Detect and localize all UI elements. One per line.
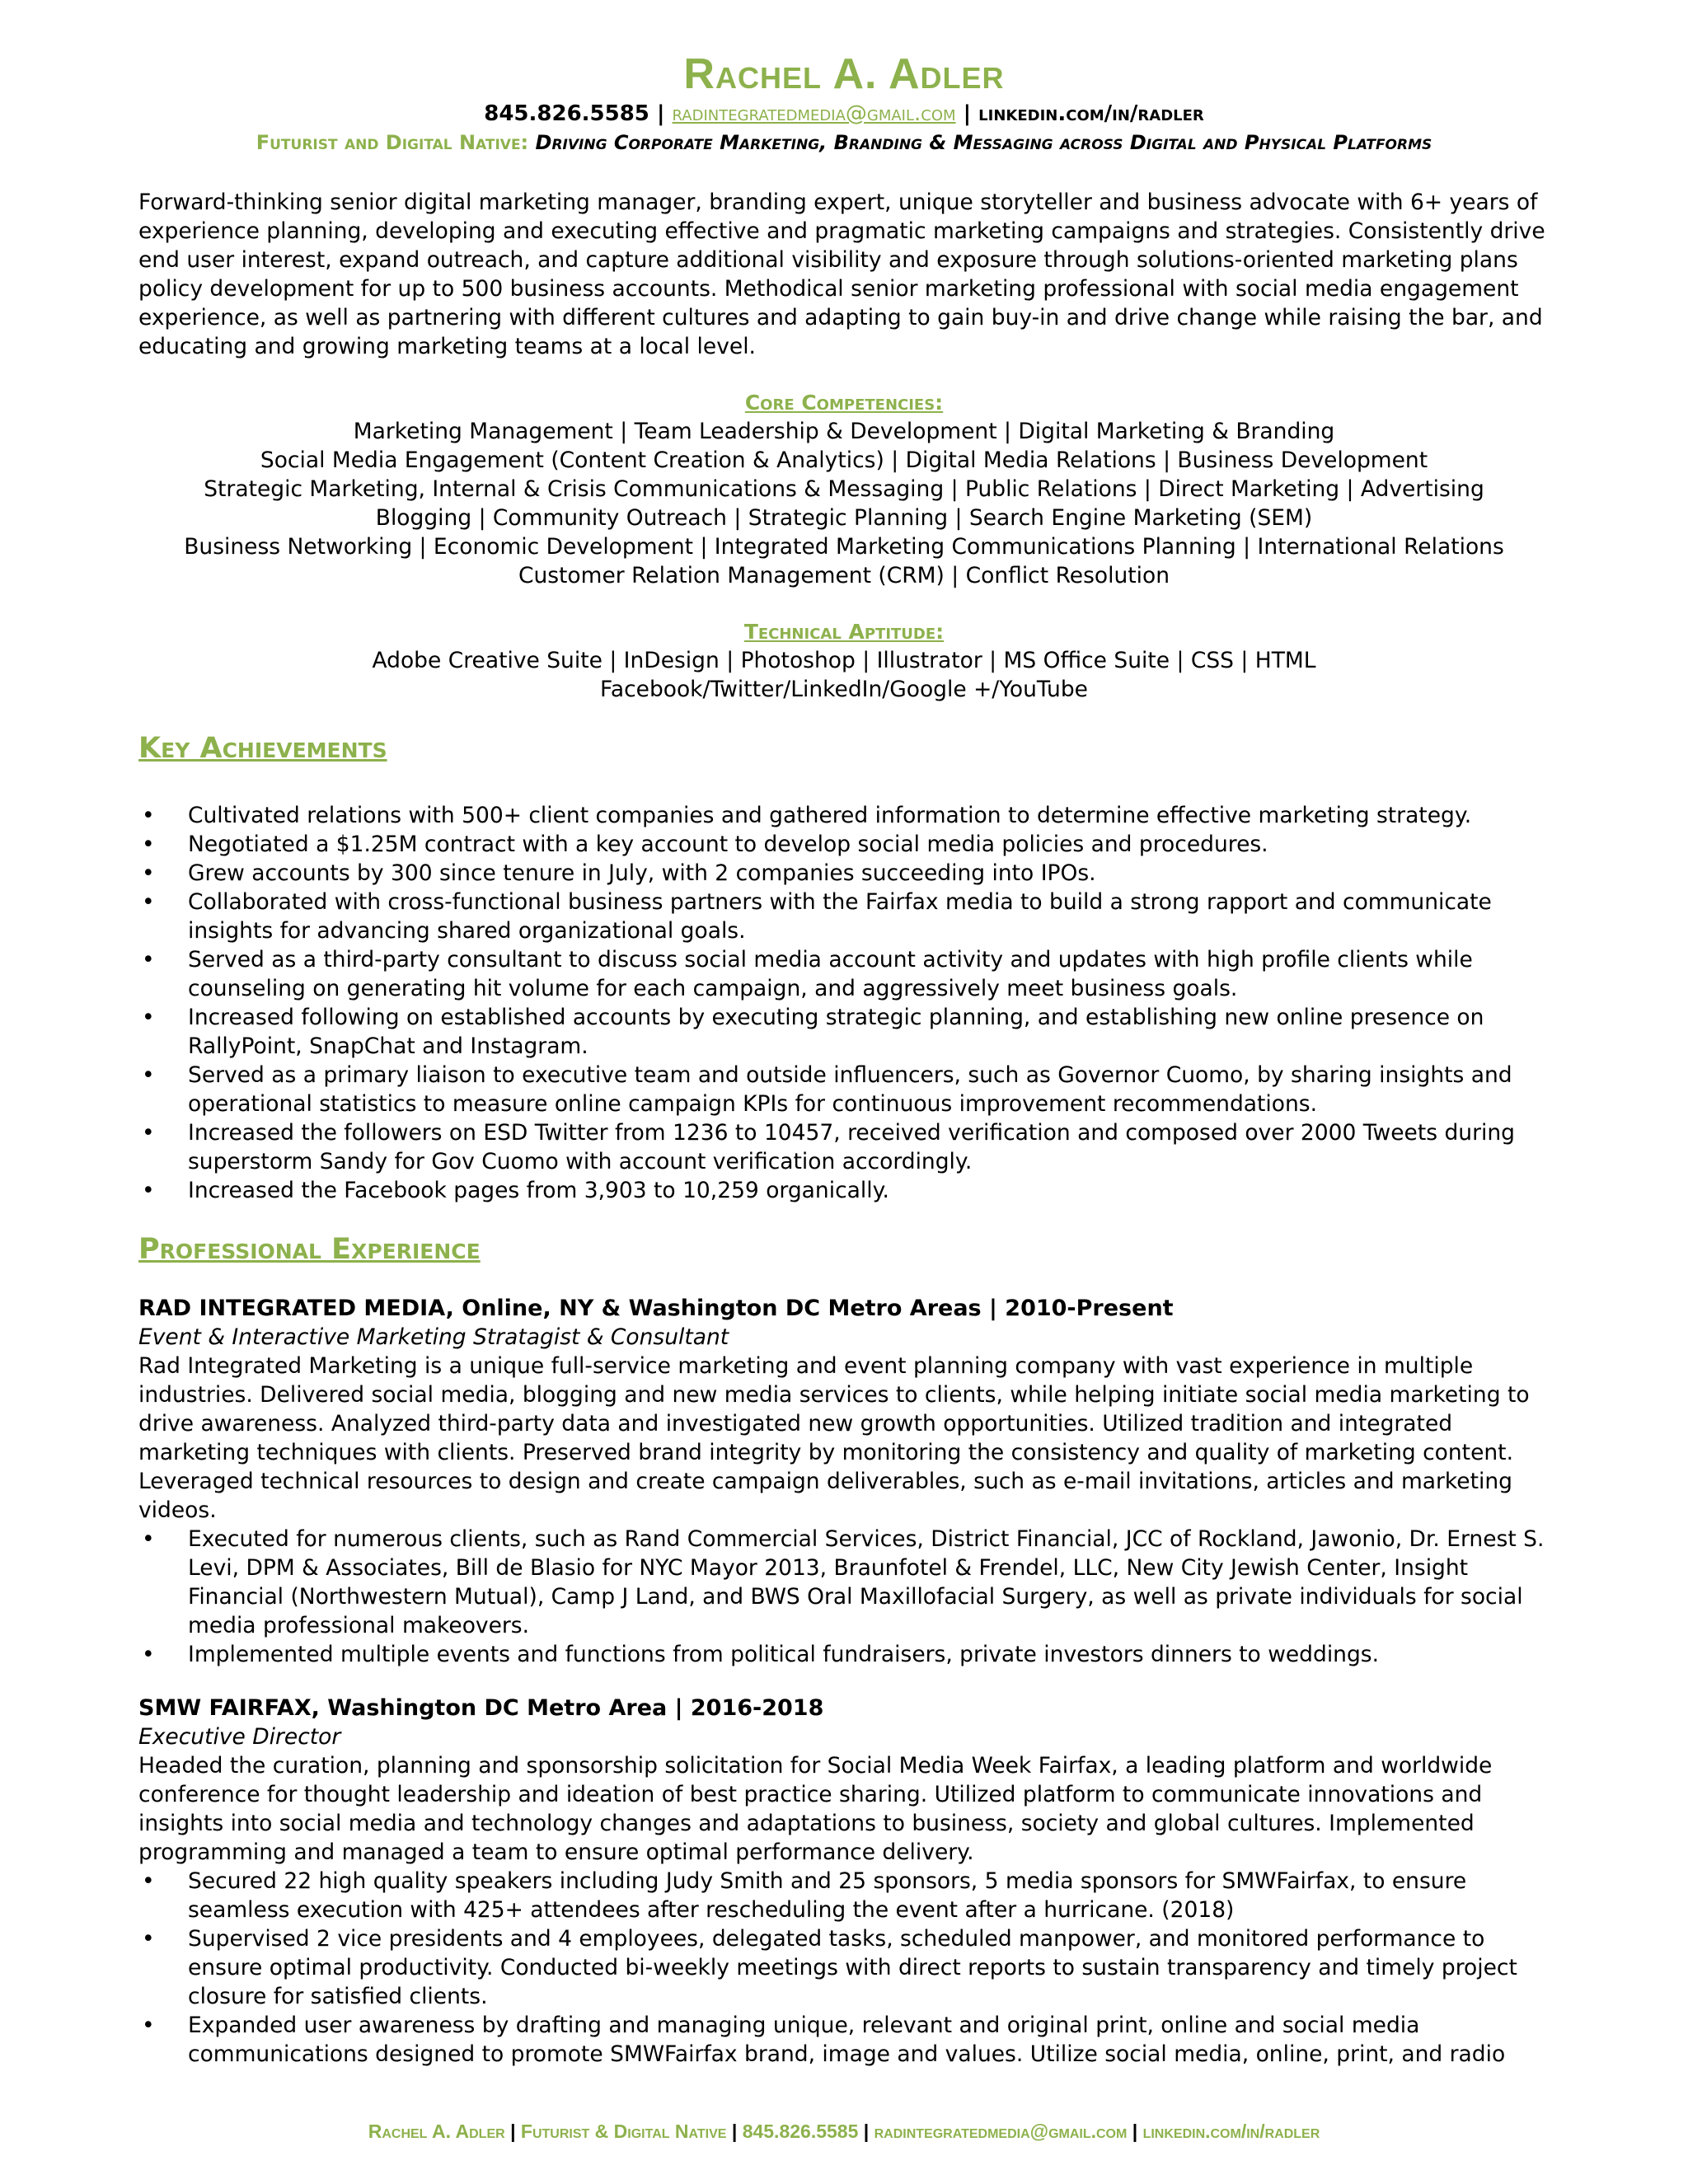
achievement-item: • Grew accounts by 300 since tenure in July, with 2 companies succeeding into IPOs. — [138, 859, 1550, 888]
achievement-item: • Collaborated with cross-functional business partners with the Fairfax media to build a strong rapport and communicate insights for advancing shared organizational goals. — [138, 888, 1550, 945]
tagline — [138, 129, 1550, 157]
separator: | — [731, 2121, 743, 2142]
contact-line — [138, 99, 1550, 129]
competency-line: Customer Relation Management (CRM) | Conflict Resolution — [518, 563, 1170, 588]
job-title: Event & Interactive Marketing Stratagist & Consultant — [138, 1324, 729, 1350]
achievement-item: • Increased the Facebook pages from 3,903 to 10,259 organically. — [138, 1176, 1550, 1205]
candidate-name: Rachel A. Adler — [683, 50, 1005, 98]
job-header: SMW FAIRFAX, Washington DC Metro Area | 2016-2018 — [138, 1695, 824, 1721]
achievement-item: • Negotiated a $1.25M contract with a key account to develop social media policies and procedures. — [138, 830, 1550, 859]
separator: | — [510, 2121, 521, 2142]
page-footer — [0, 2121, 1688, 2143]
technical-line: Facebook/Twitter/LinkedIn/Google +/YouTube — [600, 677, 1088, 702]
job-bullet: • Secured 22 high quality speakers including Judy Smith and 25 sponsors, 5 media sponsors for SMWFairfax, to ensure seamless execution with 425+ attendees after rescheduling the event after a hurricane. (2018) — [138, 1867, 1550, 1924]
footer-phone: 845.826.5585 — [742, 2121, 859, 2142]
job-header: RAD INTEGRATED MEDIA, Online, NY & Washington DC Metro Areas | 2010-Present — [138, 1296, 1174, 1321]
separator: | — [863, 2121, 874, 2142]
professional-experience-heading: Professional Experience — [138, 1233, 481, 1266]
achievement-item: • Served as a primary liaison to executive team and outside influencers, such as Governor Cuomo, by sharing insights and operational statistics to measure online campaign KPIs for continuous improvement recommendations. — [138, 1061, 1550, 1118]
core-competencies — [138, 389, 1550, 590]
job-description: Rad Integrated Marketing is a unique full-service marketing and event planning company with vast experience in multiple industries. Delivered social media, blogging and new media services to clients, while helping initiate social media marketing to drive awareness. Analyzed third-party data and investigated new growth opportunities. Utilized tradition and integrated marketing techniques with clients. Preserved brand integrity by monitoring the consistency and quality of marketing content. Leveraged technical resources to design and create campaign deliverables, such as e-mail invitations, articles and marketing videos. — [138, 1353, 1530, 1523]
achievement-item: • Served as a third-party consultant to discuss social media account activity and updates with high profile clients while counseling on generating hit volume for each campaign, and aggressively meet business goals. — [138, 945, 1550, 1003]
key-achievements-heading: Key Achievements — [138, 732, 387, 765]
job-bullet: • Expanded user awareness by drafting and managing unique, relevant and original print, online and social media communications designed to promote SMWFairfax brand, image and values. Utilize social media, online, print, and radio — [138, 2011, 1550, 2069]
job-bullets — [138, 1867, 1550, 2069]
core-competencies-heading: Core Competencies: — [744, 391, 944, 415]
competency-line: Strategic Marketing, Internal & Crisis Communications & Messaging | Public Relations | Direct Marketing | Advertising — [204, 476, 1484, 502]
linkedin-link[interactable]: linkedin.com/in/radler — [978, 101, 1204, 126]
job-bullet: • Implemented multiple events and functions from political fundraisers, private investors dinners to weddings. — [138, 1640, 1550, 1669]
job-entry — [138, 1694, 1550, 2069]
competency-line: Business Networking | Economic Development | Integrated Marketing Communications Planning | International Relations — [184, 534, 1504, 560]
job-title: Executive Director — [138, 1724, 341, 1750]
separator: | — [963, 101, 979, 126]
achievements-list — [138, 801, 1550, 1205]
footer-email[interactable]: radintegratedmedia@gmail.com — [874, 2121, 1128, 2142]
tagline-text: Driving Corporate Marketing, Branding & Messaging across Digital and Physical Platforms — [535, 131, 1432, 154]
technical-aptitude-heading: Technical Aptitude: — [743, 620, 945, 644]
achievement-item: • Increased following on established accounts by executing strategic planning, and establishing new online presence on RallyPoint, SnapChat and Instagram. — [138, 1003, 1550, 1061]
job-description: Headed the curation, planning and sponsorship solicitation for Social Media Week Fairfax, a leading platform and worldwide conference for thought leadership and ideation of best practice sharing. Utilized platform to communicate innovations and insights into social media and technology changes and adaptations to business, society and global cultures. Implemented programming and managed a team to ensure optimal performance delivery. — [138, 1753, 1493, 1865]
job-bullet: • Supervised 2 vice presidents and 4 employees, delegated tasks, scheduled manpower, and monitored performance to ensure optimal productivity. Conducted bi-weekly meetings with direct reports to sustain transparency and timely project closure for satisfied clients. — [138, 1924, 1550, 2011]
footer-name: Rachel A. Adler — [368, 2121, 505, 2142]
technical-aptitude — [138, 618, 1550, 704]
job-bullets — [138, 1525, 1550, 1669]
email-link[interactable]: radintegratedmedia@gmail.com — [672, 101, 956, 126]
professional-summary: Forward-thinking senior digital marketing manager, branding expert, unique storyteller and business advocate with 6+ years of experience planning, developing and executing effective and pragmatic marketing campaigns and strategies. Consistently drive end user interest, expand outreach, and capture additional visibility and exposure through solutions-oriented marketing plans policy development for up to 500 business accounts. Methodical senior marketing professional with social media engagement experience, as well as partnering with different cultures and adapting to gain buy-in and drive change while raising the bar, and educating and growing marketing teams at a local level. — [138, 190, 1545, 359]
technical-line: Adobe Creative Suite | InDesign | Photoshop | Illustrator | MS Office Suite | CSS | HTML — [372, 648, 1316, 673]
footer-linkedin[interactable]: linkedin.com/in/radler — [1142, 2121, 1320, 2142]
separator: | — [656, 101, 673, 126]
achievement-item: • Cultivated relations with 500+ client companies and gathered information to determine effective marketing strategy. — [138, 801, 1550, 830]
competency-line: Marketing Management | Team Leadership & Development | Digital Marketing & Branding — [353, 419, 1335, 444]
separator: | — [1132, 2121, 1143, 2142]
competency-line: Blogging | Community Outreach | Strategic Planning | Search Engine Marketing (SEM) — [375, 505, 1313, 531]
footer-title: Futurist & Digital Native — [520, 2121, 727, 2142]
job-bullet: • Executed for numerous clients, such as Rand Commercial Services, District Financial, JCC of Rockland, Jawonio, Dr. Ernest S. Levi, DPM & Associates, Bill de Blasio for NYC Mayor 2013, Braunfotel & Frendel, LLC, New City Jewish Center, Insight Financial (Northwestern Mutual), Camp J Land, and BWS Oral Maxillofacial Surgery, as well as private individuals for social media professional makeovers. — [138, 1525, 1550, 1640]
job-entry — [138, 1294, 1550, 1669]
achievement-item: • Increased the followers on ESD Twitter from 1236 to 10457, received verification and composed over 2000 Tweets during superstorm Sandy for Gov Cuomo with account verification accordingly. — [138, 1118, 1550, 1176]
resume-header — [138, 49, 1550, 157]
phone-number: 845.826.5585 — [484, 101, 649, 126]
tagline-prefix: Futurist and Digital Native: — [256, 131, 529, 154]
competency-line: Social Media Engagement (Content Creation & Analytics) | Digital Media Relations | Business Development — [260, 448, 1428, 473]
